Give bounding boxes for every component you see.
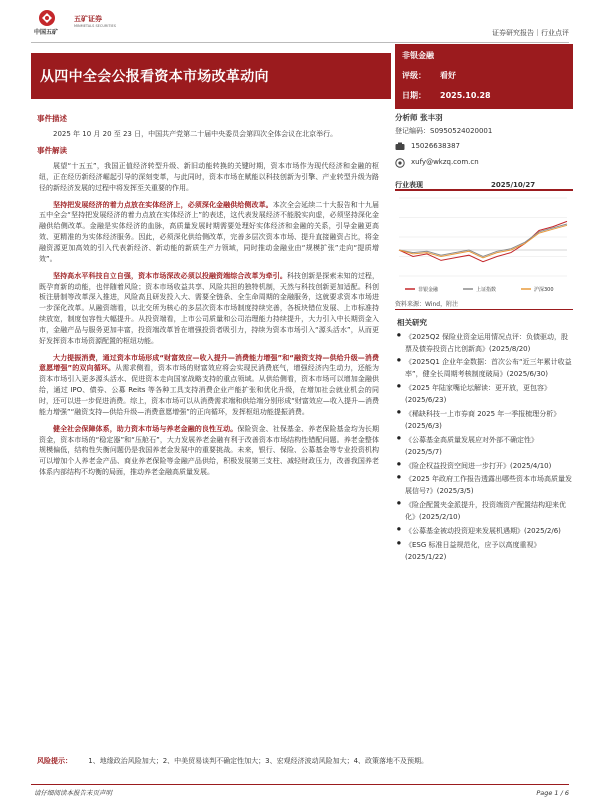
page-number: Page 1 / 6 [536,789,569,797]
chart-series-line [399,224,567,257]
date-value: 2025.10.28 [440,91,491,100]
legend-label: 沪深300 [534,287,554,293]
related-item[interactable]: ● 《险企权益投资空间进一步打开》(2025/4/10) [397,461,573,473]
brand-name: 五矿证券 [74,15,102,23]
related-item[interactable]: ● 《2025 年政府工作报告透露出哪些资本市场高质量发展信号?》(2025/3/5) [397,474,573,498]
paragraph-3 [39,271,379,347]
header-divider [31,42,569,43]
paragraph-5 [39,424,379,478]
analyst-panel [395,112,573,168]
analysis-heading: 事件解读 [37,146,67,156]
paragraph-3-head: 坚持高水平科技自立自强，资本市场深改必须以投融资端综合改革为牵引。 [53,271,287,280]
email-icon [395,158,405,168]
risk-text: 1、地缘政治风险加大；2、中美贸易谈判不确定性加大；3、宏观经济波动风险加大；4、政策落地不及预期。 [88,757,429,765]
related-item[interactable]: ● 《ESG 标准日益规范化，应予以高度重视》(2025/1/22) [397,540,573,564]
paragraph-3-body: 科技创新是探索未知的过程，既孕育新的动能，也伴随着风险；资本市场收益共享、风险共担的独特机制，天然与科技创新更加适配。科创板注册制等改革深入推进，风险高且研发投入大、需要全链条、全生命周期的金融服务，这就要求资本市场进一步深化改革。从融资端看，以北交所为核心的多层次资本市场制度持续完善，各板块错位发展、上市标准持续放宽，制度包容性大幅提升。从投资端看，上市公司质量和公司治理能力持续提升，大力引入中长期资金入市，金融产品与服务更加丰富，投资端改革旨在增强投资者吸引力，持续为资本市场引入“源头活水”，从而更好发挥资本市场资源配置的枢纽功能。 [39,271,380,345]
footer-disclaimer: 请仔细阅读本报告末页声明 [34,789,112,797]
performance-chart [395,180,573,298]
paragraph-5-body: 保险资金、社保基金、养老保险基金均为长期资金，资本市场的“稳定器”和“压舱石”，大力发展养老金融有利于改善资本市场结构性错配问题。养老金整体规模偏低，结构性失衡问题仍是我国养老金发展中的重要挑战。未来，银行、保险、公募基金等专业投资机构可以增加个人养老金产品、商业养老保险等金融产品供给，积极发展第三支柱、减轻财政压力，改善我国养老体系内部结构不均衡的局面，推动养老金融高质量发展。 [39,424,380,477]
chart-title-bar [395,180,573,191]
report-title: 从四中全会公报看资本市场改革动向 [40,69,269,85]
rating-label: 评级： [402,71,426,80]
phone-icon [395,142,405,152]
paragraph-1: 展望“十五五”，我国正值经济转型升级、新旧动能转换的关键时期，资本市场作为现代经济和金融的枢纽，正在经历新经济崛起引导的深刻变革，与此同时，资本市场在赋能以科技创新为引擎、产业转型升级为路径的新经济发展的过程中将发挥至关重要的作用。 [39,162,379,192]
related-research [397,317,573,566]
company-name: 中国五矿 [34,29,59,36]
company-logo [34,8,149,38]
analyst-name: 分析师 张丰羽 [395,113,443,122]
chart-source: 资料来源：Wind，附注 [395,301,459,308]
chart-svg [395,194,573,298]
related-item[interactable]: ● 《2025 年陆家嘴论坛解读：更开放，更包容》(2025/6/23) [397,383,573,407]
related-item[interactable]: ● 《2025Q1 企业年金数据：首次公布“近三年累计收益率”，健全长周期考核制度破局》(2025/6/30) [397,357,573,381]
analyst-phone: 15026638387 [411,142,460,151]
risk-note [37,756,577,767]
related-list [397,332,573,564]
title-banner [31,53,391,99]
risk-label: 风险提示： [37,757,72,765]
related-heading: 相关研究 [397,318,427,327]
legend-label: 上证指数 [476,287,497,293]
doc-type: 证券研究报告｜行业点评 [492,29,569,37]
related-item[interactable]: ● 《公募基金高质量发展应对外部不确定性》(2025/5/7) [397,435,573,459]
source-divider [395,309,573,310]
main-content [39,107,379,484]
event-heading: 事件描述 [37,114,67,123]
paragraph-2-head: 坚持把发展经济的着力点放在实体经济上，必须深化金融供给侧改革。 [53,200,273,209]
chart-series-line [399,221,567,261]
paragraph-2-body: 本次全会延续二十大报告和十九届五中全会“坚持把发展经济的着力点放在实体经济上”的表述，这代表发展经济不能脱实向虚，必须坚持深化金融供给侧改革。金融是实体经济的血脉，高质量发展时期需要处理好实体经济和金融的关系，引导金融更高效、更精准的为实体经济服务。因此，必须深化供给侧改革，完善多层次资本市场、提升直接融资占比，将金融资源更加高效的引入代表新经济、新动能的新质生产力领域，同时推动金融业由“规模扩张”走向“提质增效”。 [39,200,380,263]
event-text: 2025 年 10 月 20 至 23 日，中国共产党第二十届中央委员会第四次全体会议在北京举行。 [53,129,338,138]
date-label: 日期： [402,91,426,100]
related-item[interactable]: ● 《2025Q2 保险业资金运用情况点评：负债驱动，股票及债券投资占比创新高》(2025/8/20) [397,332,573,356]
rating-box [395,44,573,109]
rating-value: 看好 [440,71,456,80]
brand-subtitle: MINMETALS SECURITIES [74,24,116,28]
industry-name: 非银金融 [402,51,434,60]
paragraph-4 [39,353,379,418]
related-item[interactable]: ● 《公募基金被动投资迎来发展机遇期》(2025/2/6) [397,526,573,538]
analyst-reg: 登记编码：S0950524020001 [395,126,493,135]
paragraph-4-head: 大力提振消费，通过资本市场形成“财富效应—收入提升—消费能力增强”和“融资支持—供给升级—消费意愿增强”的双向循环。 [39,353,379,373]
paragraph-4-body: 从需求侧看，资本市场的财富效应将会实现民消费底气，增强经济内生动力，还能为资本市场引入更多源头活水、促进资本走向国家战略支持的重点领域。从供给侧看，资本市场可以增加金融供给，通过 IPO、债券、公募 Reits 等各种工具支持消费企业产能扩张和优化升级，在增加社会就业机会的同时，还可以进一步促进消费。综上，资本市场可以从消费需求端和供给端分别形成“财富效应—收入提升—消费能力增强”“融资支持—供给升级—消费意愿增强”的正向循环，发挥枢纽功能提振消费。 [39,364,380,416]
paragraph-2 [39,200,379,265]
paragraph-5-head: 健全社会保障体系，助力资本市场与养老金融的良性互动。 [53,424,238,433]
related-item[interactable]: ● 《稀缺科技一上市券商 2025 年一季报梳理分析》(2025/6/3) [397,409,573,433]
related-item[interactable]: ● 《险企配置夹金派提升，投资端资产配置结构迎来优化》(2025/2/10) [397,500,573,524]
analyst-email: xufy@wkzq.com.cn [411,158,479,167]
footer-divider [31,784,569,785]
legend-label: 非银金融 [418,287,439,293]
chart-date: 2025/10/27 [491,181,536,189]
chart-title: 行业表现 [395,181,423,189]
